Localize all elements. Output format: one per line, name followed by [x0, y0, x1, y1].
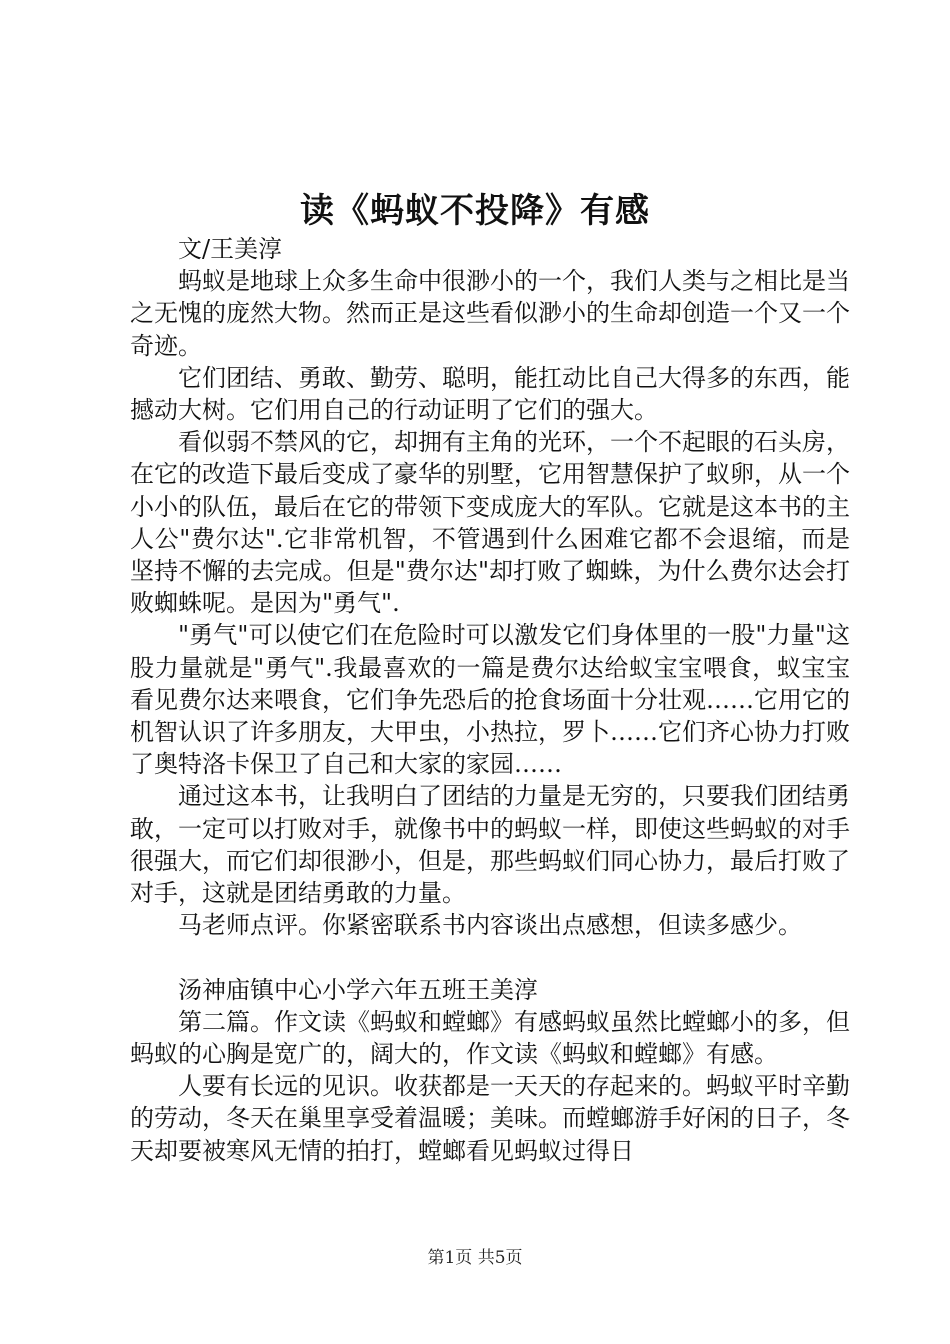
teacher-comment: 马老师点评。你紧密联系书内容谈出点感想，但读多感少。 [178, 911, 802, 940]
paragraph: 人要有长远的见识。收获都是一天天的存起来的。蚂蚁平时辛勤的劳动，冬天在巢里享受着温暖；美味。而螳螂游手好闲的日子，冬天却要被寒风无情的拍打，螳螂看见蚂蚁过得日 [130, 1072, 850, 1165]
paragraph: "勇气"可以使它们在危险时可以激发它们身体里的一股"力量"这股力量就是"勇气".我最喜欢的一篇是费尔达给蚁宝宝喂食，蚁宝宝看见费尔达来喂食，它们争先恐后的抢食场面十分壮观……它用它的机智认识了许多朋友，大甲虫，小热拉，罗卜……它们齐心协力打败了奥特洛卡保卫了自己和大家的家园…… [130, 621, 850, 779]
paragraph: 看似弱不禁风的它，却拥有主角的光环，一个不起眼的石头房，在它的改造下最后变成了豪华的别墅，它用智慧保护了蚁卵，从一个小小的队伍，最后在它的带领下变成庞大的军队。它就是这本书的主人公"费尔达".它非常机智，不管遇到什么困难它都不会退缩，而是坚持不懈的去完成。但是"费尔达"却打败了蜘蛛，为什么费尔达会打败蜘蛛呢。是因为"勇气". [130, 428, 850, 618]
page-footer: 第1页 共5页 [427, 1248, 523, 1268]
paragraph: 它们团结、勇敢、勤劳、聪明，能扛动比自己大得多的东西，能撼动大树。它们用自己的行动证明了它们的强大。 [130, 363, 850, 425]
byline: 文/王美淳 [178, 235, 283, 263]
paragraph: 通过这本书，让我明白了团结的力量是无穷的，只要我们团结勇敢，一定可以打败对手，就像书中的蚂蚁一样，即使这些蚂蚁的对手很强大，而它们却很渺小，但是，那些蚂蚁们同心协力，最后打败了对手，这就是团结勇敢的力量。 [130, 782, 850, 908]
page-title: 读《蚂蚁不投降》有感 [300, 191, 650, 231]
blank-line [130, 941, 850, 973]
article-body [130, 233, 850, 1167]
paragraph: 第二篇。作文读《蚂蚁和螳螂》有感蚂蚁虽然比螳螂小的多，但蚂蚁的心胸是宽广的，阔大的，作文读《蚂蚁和螳螂》有感。 [130, 1007, 850, 1069]
paragraph: 蚂蚁是地球上众多生命中很渺小的一个，我们人类与之相比是当之无愧的庞然大物。然而正是这些看似渺小的生命却创造一个又一个奇迹。 [130, 267, 850, 360]
school-line: 汤神庙镇中心小学六年五班王美淳 [178, 975, 538, 1004]
